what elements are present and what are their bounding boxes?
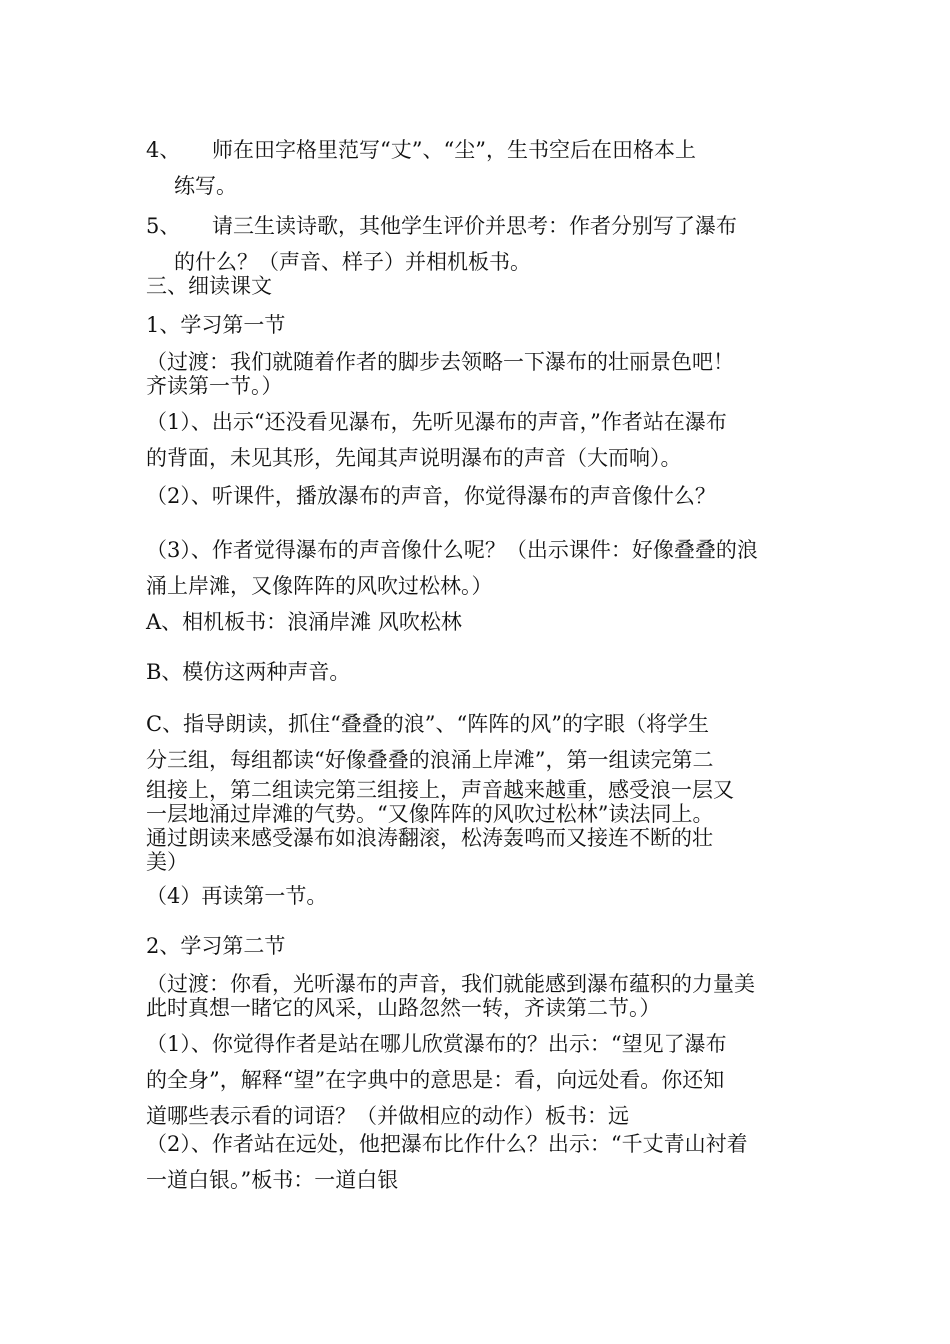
- text-line: 此时真想一睹它的风采，山路忽然一转，齐读第二节。）: [146, 996, 661, 1020]
- text-line: （过渡：你看，光听瀑布的声音，我们就能感到瀑布蕴积的力量美: [146, 972, 755, 996]
- text-line: C、指导朗读，抓住“叠叠的浪”、“阵阵的风”的字眼（将学生: [146, 712, 710, 736]
- text-line: 的背面，未见其形，先闻其声说明瀑布的声音（大而响）。: [146, 446, 682, 470]
- text-line: 组接上，第二组读完第三组接上，声音越来越重，感受浪一层又: [146, 778, 734, 802]
- text-line: 美）: [146, 850, 188, 874]
- paragraph-1-b: B、模仿这两种声音。: [146, 660, 351, 684]
- text-line: 分三组，每组都读“好像叠叠的浪涌上岸滩”，第一组读完第二: [146, 748, 714, 772]
- item-text-line: 请三生读诗歌，其他学生评价并思考：作者分别写了瀑布: [212, 214, 737, 238]
- item-text-line: 练写。: [174, 174, 237, 198]
- text-line: （2）、作者站在远处，他把瀑布比作什么？出示：“千丈青山衬着: [146, 1132, 748, 1156]
- subsection-title-2: 2、学习第二节: [146, 934, 286, 958]
- transition-paragraph-2: [146, 972, 810, 1020]
- section-heading: 三、细读课文: [146, 274, 272, 298]
- text-line: 一道白银。”板书：一道白银: [146, 1168, 399, 1192]
- paragraph-2-2: [146, 1126, 810, 1198]
- item-number: 4、: [146, 138, 181, 162]
- subsection-title-1: 1、学习第一节: [146, 313, 286, 337]
- text-line: 一层地涌过岸滩的气势。“又像阵阵的风吹过松林”读法同上。: [146, 802, 714, 826]
- item-number: 5、: [146, 214, 181, 238]
- item-text-line: 的什么？（声音、样子）并相机板书。: [174, 250, 531, 274]
- text-line: （1）、出示“还没看见瀑布，先听见瀑布的声音，”作者站在瀑布: [146, 410, 727, 434]
- paragraph-1-4: （4）再读第一节。: [146, 884, 328, 908]
- paragraph-2-1: [146, 1026, 810, 1134]
- text-line: （1）、你觉得作者是站在哪儿欣赏瀑布的？出示：“望见了瀑布: [146, 1032, 727, 1056]
- paragraph-1-a: A、相机板书：浪涌岸滩 风吹松林: [146, 610, 462, 634]
- transition-paragraph-1: [146, 350, 810, 398]
- text-line: 的全身”，解释“望”在字典中的意思是：看，向远处看。你还知: [146, 1068, 725, 1092]
- paragraph-1-2: （2）、听课件，播放瀑布的声音，你觉得瀑布的声音像什么？: [146, 484, 716, 508]
- text-line: 齐读第一节。）: [146, 374, 283, 398]
- paragraph-1-3: [146, 532, 810, 604]
- text-line: （3）、作者觉得瀑布的声音像什么呢？（出示课件：好像叠叠的浪: [146, 538, 758, 562]
- text-line: 通过朗读来感受瀑布如浪涛翻滚，松涛轰鸣而又接连不断的壮: [146, 826, 713, 850]
- paragraph-1-c: [146, 706, 810, 874]
- text-line: （过渡：我们就随着作者的脚步去领略一下瀑布的壮丽景色吧！: [146, 350, 734, 374]
- paragraph-1-1: [146, 404, 810, 476]
- item-text-line: 师在田字格里范写“丈”、“尘”，生书空后在田格本上: [212, 138, 696, 162]
- text-line: 涌上岸滩，又像阵阵的风吹过松林。）: [146, 574, 493, 598]
- text-line: 道哪些表示看的词语？（并做相应的动作）板书：远: [146, 1104, 629, 1128]
